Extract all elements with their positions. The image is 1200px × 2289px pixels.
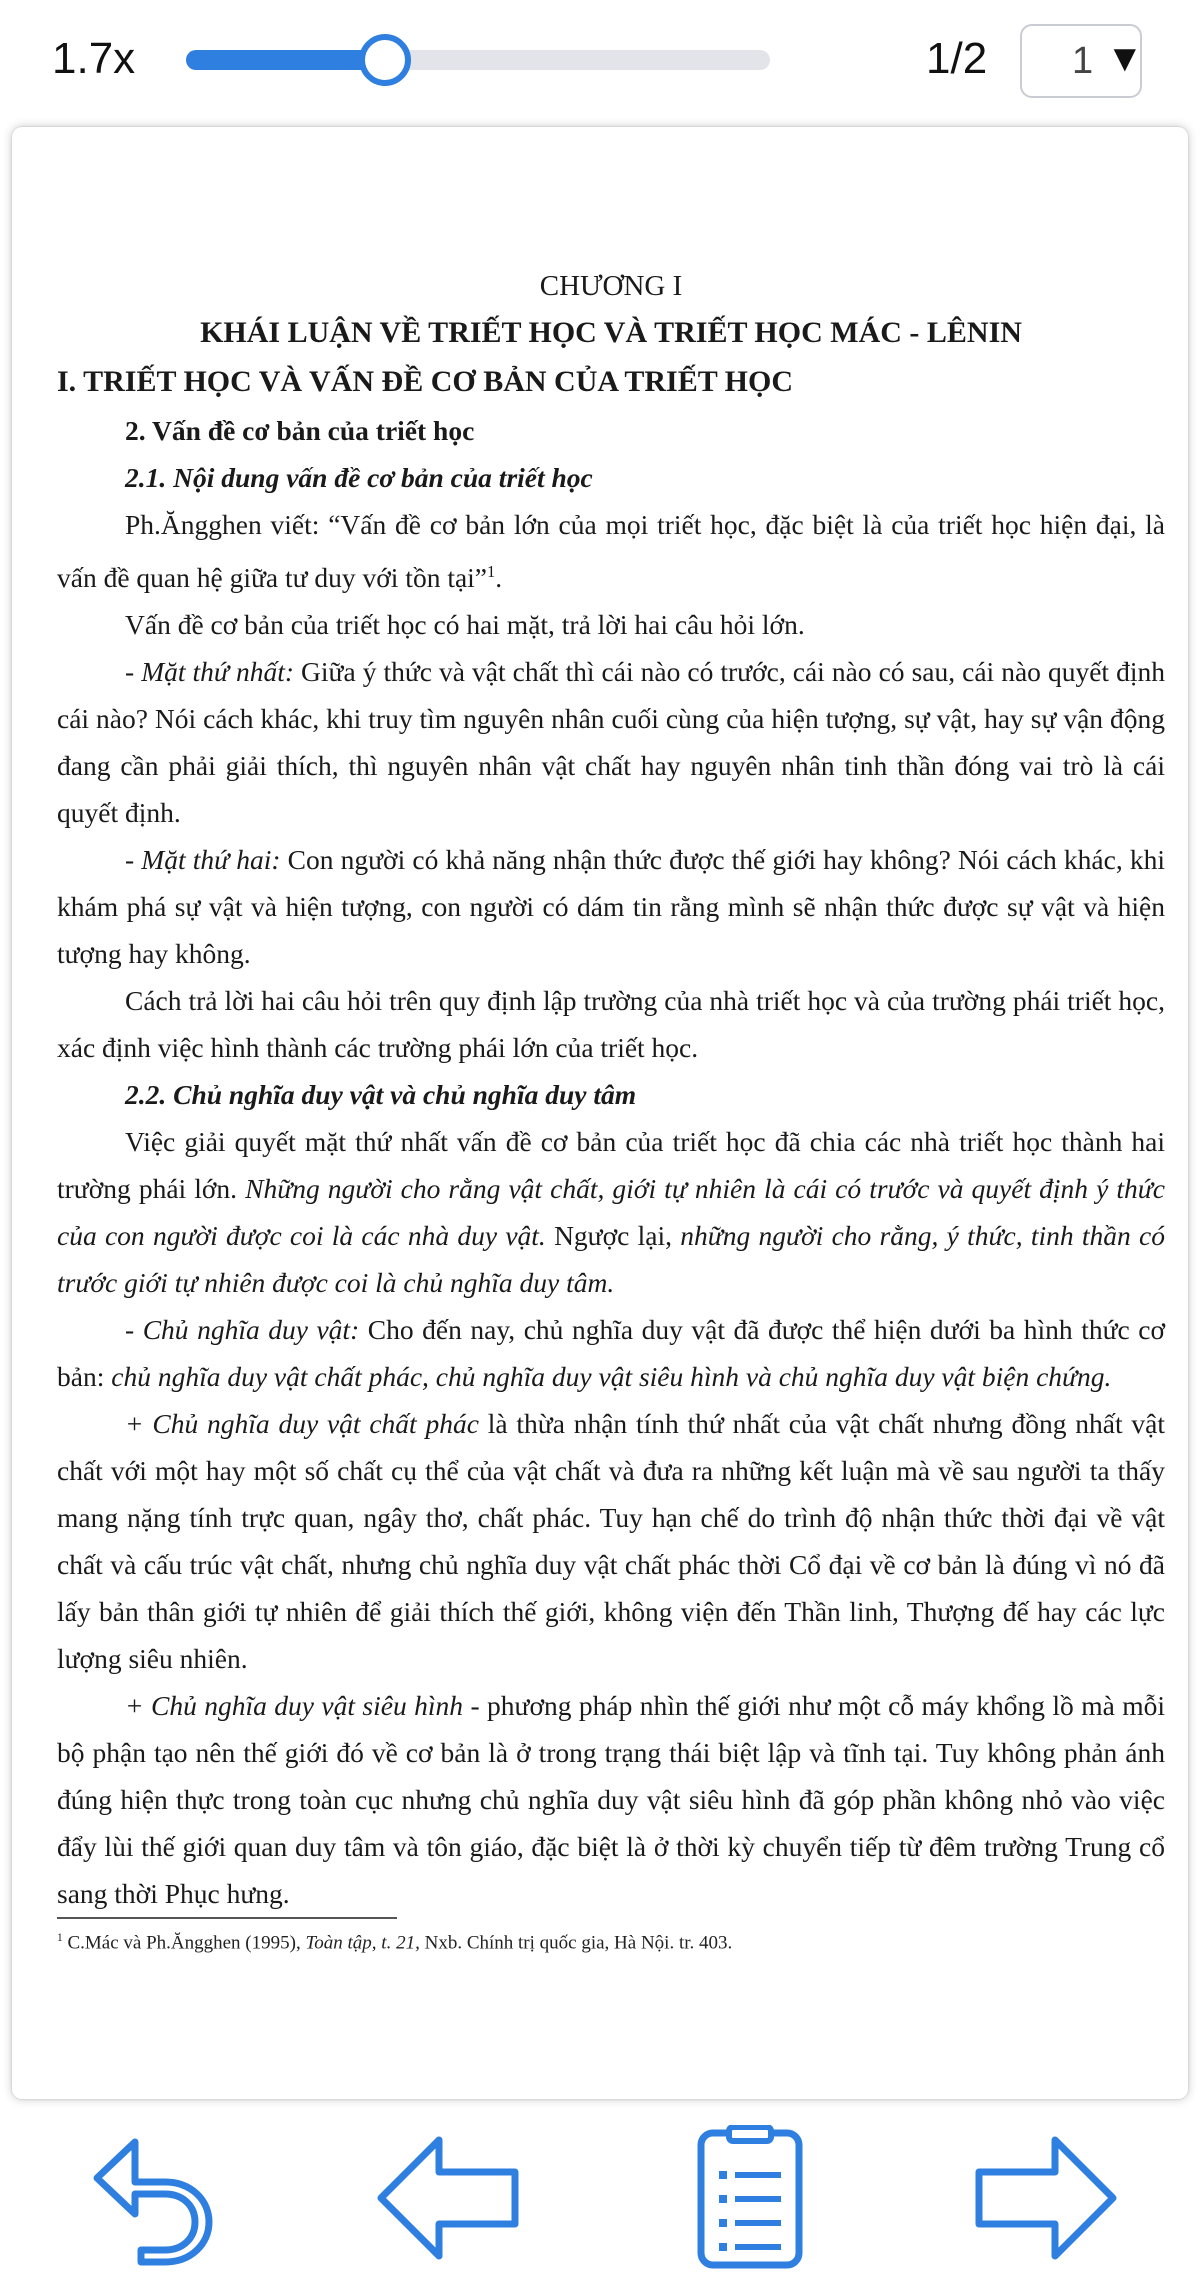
paragraph	[57, 648, 1165, 836]
chevron-down-icon: ▼	[1106, 38, 1144, 80]
zoom-slider-thumb[interactable]	[359, 34, 411, 86]
document-list-icon	[695, 2125, 805, 2271]
zoom-slider[interactable]	[186, 50, 770, 70]
paragraph	[57, 1400, 1165, 1682]
paragraph-emphasis: Những người cho rằng vật chất, giới tự nhiên là cái có trước và quyết định ý thức của con người được coi là các nhà duy vật.	[57, 1173, 1165, 1252]
bottom-navigation	[0, 2100, 1200, 2289]
paragraph-text: Ph.Ăngghen viết: “Vấn đề cơ bản lớn của mọi triết học, đặc biệt là của triết học hiện đại, là vấn đề quan hệ giữa tư duy với tồn tại”	[57, 509, 1165, 594]
paragraph	[57, 1682, 1165, 1917]
subsubsection-heading-1: 2.1. Nội dung vấn đề cơ bản của triết học	[125, 462, 593, 493]
paragraph	[57, 1306, 1165, 1400]
paragraph: Vấn đề cơ bản của triết học có hai mặt, trả lời hai câu hỏi lớn.	[125, 609, 805, 641]
arrow-left-icon	[373, 2128, 523, 2268]
paragraph-text: Giữa ý thức và vật chất thì cái nào có trước, cái nào có sau, cái nào quyết định cái nào? Nói cách khác, khi truy tìm nguyên nhân cuối cùng của hiện tượng, sự vật, hay sự vận động đang cần phải giải thích, thì nguyên nhân vật chất hay nguyên nhân tinh thần đóng vai trò là cái quyết định.	[57, 656, 1165, 829]
document-page	[12, 127, 1188, 2099]
footnote-divider	[57, 1917, 397, 1919]
paragraph: Cách trả lời hai câu hỏi trên quy định lập trường của nhà triết học và của trường phái triết học, xác định việc hình thành các trường phái lớn của triết học.	[57, 985, 1165, 1064]
chapter-label: CHƯƠNG I	[539, 270, 683, 302]
paragraph-text: .	[495, 562, 503, 594]
previous-page-button[interactable]	[368, 2118, 528, 2278]
paragraph	[57, 501, 1165, 601]
arrow-right-icon	[971, 2128, 1121, 2268]
paragraph-text: - phương pháp nhìn thế giới như một cỗ máy khổng lồ mà mỗi bộ phận tạo nên thế giới đó về cơ bản là ở trong trạng thái biệt lập và tĩnh tại. Tuy không phản ánh đúng hiện thực trong toàn cục nhưng chủ nghĩa duy vật siêu hình đã góp phần không nhỏ vào việc đẩy lùi thế giới quan duy tâm và tôn giáo, đặc biệt là ở thời kỳ chuyển tiếp từ đêm trường Trung cổ sang thời Phục hưng.	[57, 1690, 1166, 1910]
subsection-heading: 2. Vấn đề cơ bản của triết học	[125, 415, 475, 446]
chapter-title: KHÁI LUẬN VỀ TRIẾT HỌC VÀ TRIẾT HỌC MÁC - LÊNIN	[200, 316, 1022, 349]
paragraph	[57, 836, 1165, 977]
paragraph-text: Cho đến nay, chủ nghĩa duy vật đã được thể hiện dưới ba hình thức cơ bản:	[57, 1314, 1165, 1393]
footnote-ref[interactable]: 1	[487, 562, 496, 581]
paragraph-emphasis: - Mặt thứ hai:	[125, 844, 281, 876]
paragraph-emphasis: + Chủ nghĩa duy vật siêu hình	[125, 1690, 464, 1722]
paragraph-emphasis: - Chủ nghĩa duy vật:	[125, 1314, 360, 1346]
subsubsection-heading-2: 2.2. Chủ nghĩa duy vật và chủ nghĩa duy tâm	[125, 1079, 637, 1111]
footnote	[57, 1923, 1157, 1958]
paragraph-text: là thừa nhận tính thứ nhất của vật chất nhưng đồng nhất vật chất với một hay một số chất cụ thể của vật chất và đưa ra những kết luận mà về sau người ta thấy mang nặng tính trực quan, ngây thơ, chất phác. Tuy hạn chế do trình độ nhận thức thời đại về vật chất và cấu trúc vật chất, nhưng chủ nghĩa duy vật chất phác thời Cổ đại về cơ bản là đúng vì nó đã lấy bản thân giới tự nhiên để giải thích thế giới, không viện đến Thần linh, Thượng đế hay các lực lượng siêu nhiên.	[57, 1408, 1165, 1675]
paragraph-text: Con người có khả năng nhận thức được thế giới hay không? Nói cách khác, khi khám phá sự vật và hiện tượng, con người có dám tin rằng mình sẽ nhận thức được sự vật và hiện tượng hay không.	[57, 844, 1165, 970]
paragraph-emphasis: những người cho rằng, ý thức, tinh thần có trước giới tự nhiên được coi là chủ nghĩa duy tâm.	[57, 1220, 1165, 1299]
page-select-value: 1	[1072, 40, 1094, 82]
paragraph-text: Ngược lại,	[545, 1220, 681, 1252]
undo-arrow-icon	[83, 2128, 223, 2268]
section-heading: I. TRIẾT HỌC VÀ VẤN ĐỀ CƠ BẢN CỦA TRIẾT HỌC	[57, 365, 794, 398]
paragraph-emphasis: + Chủ nghĩa duy vật chất phác	[125, 1408, 479, 1440]
footnote-emphasis: Toàn tập, t. 21,	[305, 1932, 420, 1954]
table-of-contents-button[interactable]	[670, 2118, 830, 2278]
toolbar	[0, 0, 1200, 125]
paragraph-text: Việc giải quyết mặt thứ nhất vấn đề cơ bản của triết học đã chia các nhà triết học thành hai trường phái lớn.	[57, 1126, 1165, 1205]
zoom-slider-fill	[186, 50, 385, 70]
page-select[interactable]	[1020, 24, 1142, 98]
footnote-text: Nxb. Chính trị quốc gia, Hà Nội. tr. 403.	[419, 1932, 733, 1954]
back-button[interactable]	[73, 2118, 233, 2278]
page-indicator: 1/2	[926, 34, 988, 83]
next-page-button[interactable]	[966, 2118, 1126, 2278]
paragraph-emphasis: chủ nghĩa duy vật chất phác, chủ nghĩa duy vật siêu hình và chủ nghĩa duy vật biện chứng.	[111, 1361, 1112, 1393]
paragraph-emphasis: - Mặt thứ nhất:	[125, 656, 295, 688]
zoom-level-label: 1.7x	[52, 34, 136, 83]
document-body	[57, 263, 1165, 1917]
paragraph	[57, 1118, 1165, 1306]
footnote-number: 1	[57, 1932, 63, 1944]
footnote-text: C.Mác và Ph.Ăngghen (1995),	[62, 1932, 306, 1954]
